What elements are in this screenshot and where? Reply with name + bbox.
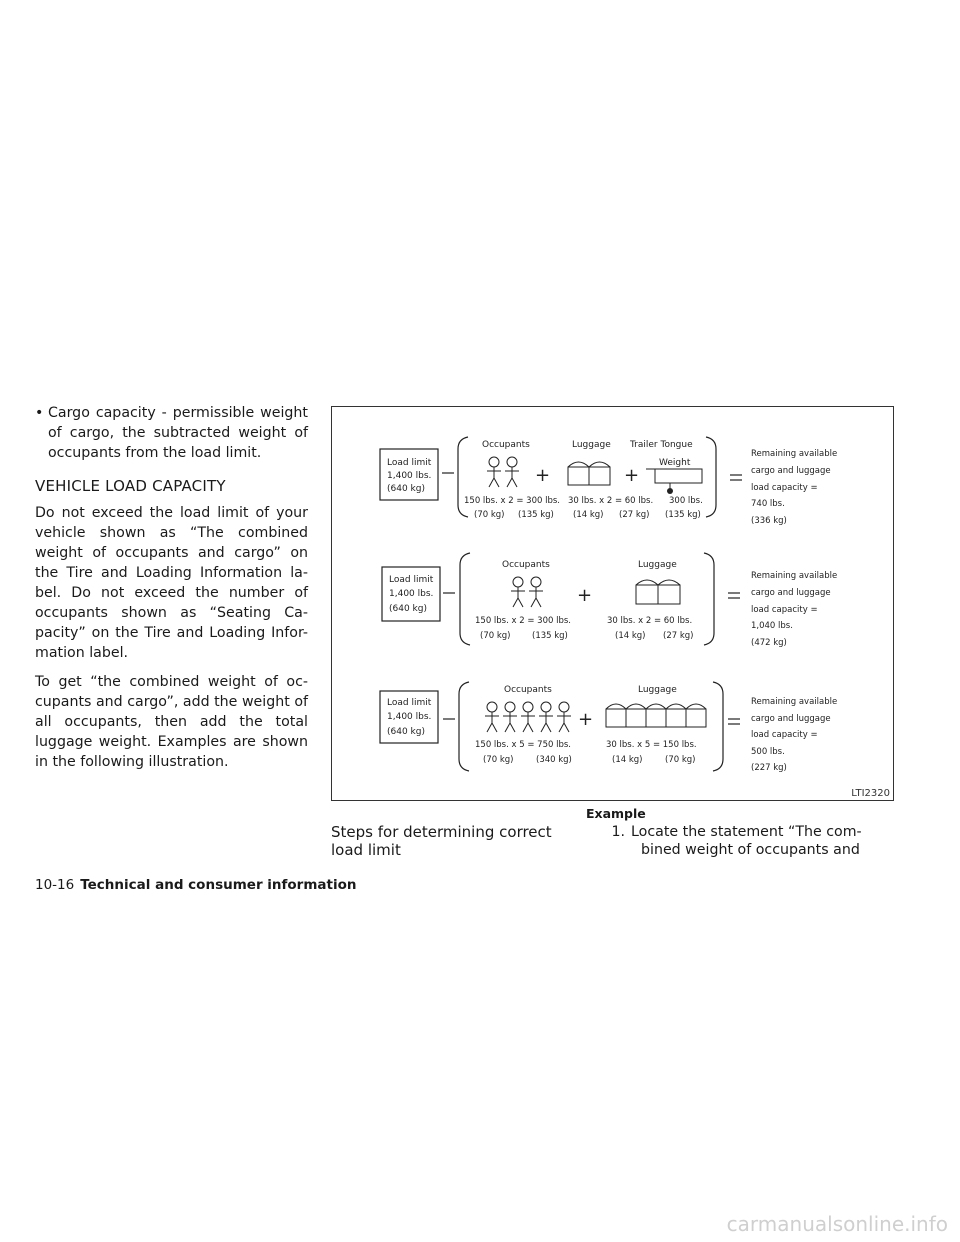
- load-limit-lbs: 1,400 lbs.: [387, 471, 432, 481]
- occupants-label: Occupants: [482, 440, 530, 450]
- person-icon: [557, 702, 571, 732]
- person-icon: [487, 457, 501, 487]
- occupants-kg: (70 kg): [474, 510, 505, 520]
- luggage-kg: (14 kg): [612, 755, 643, 765]
- result-line: Remaining available: [751, 697, 838, 707]
- luggage-calc: 30 lbs. x 5 = 150 lbs.: [606, 740, 697, 750]
- luggage-icon: [606, 704, 706, 727]
- bullet-mark: •: [35, 405, 44, 421]
- load-limit-kg: (640 kg): [387, 727, 425, 737]
- result-line: load capacity =: [751, 605, 818, 615]
- occupants-calc: 150 lbs. x 5 = 750 lbs.: [475, 740, 571, 750]
- example-row-1: [380, 437, 837, 526]
- result-kg: (472 kg): [751, 638, 787, 648]
- result-lbs: 500 lbs.: [751, 747, 785, 757]
- result-line: Remaining available: [751, 449, 838, 459]
- person-icon: [485, 702, 499, 732]
- plus-sign: +: [577, 585, 593, 606]
- luggage-kg-total: (27 kg): [619, 510, 650, 520]
- load-example-figure: [331, 406, 894, 801]
- steps-subheading: Steps for determining correct load limit: [331, 823, 552, 859]
- result-kg: (227 kg): [751, 763, 787, 773]
- load-limit-kg: (640 kg): [387, 484, 425, 494]
- occupants-label: Occupants: [502, 560, 550, 570]
- person-icon: [505, 457, 519, 487]
- luggage-icon: [568, 462, 610, 485]
- occupants-kg-total: (135 kg): [532, 631, 568, 641]
- open-bracket: [460, 553, 470, 645]
- figure-code: LTI2320: [851, 788, 890, 799]
- luggage-label: Luggage: [638, 685, 677, 695]
- close-bracket: [704, 553, 714, 645]
- trailer-weight-label: Weight: [659, 458, 691, 468]
- hitch-ball-icon: [667, 488, 673, 494]
- result-line: cargo and luggage: [751, 588, 831, 598]
- luggage-kg-total: (27 kg): [663, 631, 694, 641]
- load-limit-kg: (640 kg): [389, 604, 427, 614]
- occupants-kg-total: (340 kg): [536, 755, 572, 765]
- result-kg: (336 kg): [751, 516, 787, 526]
- step-line-1: Locate the statement “The com-: [631, 824, 862, 840]
- luggage-calc: 30 lbs. x 2 = 60 lbs.: [568, 496, 654, 506]
- result-lbs: 740 lbs.: [751, 499, 785, 509]
- person-icon: [529, 577, 543, 607]
- paragraph-combined-weight: To get “the combined weight of oc-cupants and cargo”, add the weight of all occupants, then add the total luggage weight. Examples are shown in the following illustration.: [35, 674, 308, 770]
- trailer-calc: 300 lbs.: [669, 496, 703, 506]
- left-column: [35, 403, 308, 781]
- chapter-title: Technical and consumer information: [80, 877, 357, 893]
- example-row-2: [382, 553, 837, 648]
- person-icon: [511, 577, 525, 607]
- watermark: carmanualsonline.info: [726, 1212, 948, 1236]
- load-limit-lbs: 1,400 lbs.: [389, 589, 434, 599]
- bullet-text: Cargo capacity - permissible weight of cargo, the subtracted weight of occupants from the load limit.: [48, 405, 308, 461]
- person-icon: [521, 702, 535, 732]
- page-number: 10-16: [35, 877, 75, 893]
- result-lbs: 1,040 lbs.: [751, 621, 793, 631]
- result-line: load capacity =: [751, 483, 818, 493]
- step-1: [603, 823, 895, 859]
- luggage-kg: (14 kg): [615, 631, 646, 641]
- luggage-kg-total: (70 kg): [665, 755, 696, 765]
- result-line: Remaining available: [751, 571, 838, 581]
- occupants-calc: 150 lbs. x 2 = 300 lbs.: [475, 616, 571, 626]
- trailer-kg: (135 kg): [665, 510, 701, 520]
- occupants-label: Occupants: [504, 685, 552, 695]
- page-footer: [35, 877, 356, 893]
- luggage-calc: 30 lbs. x 2 = 60 lbs.: [607, 616, 693, 626]
- load-diagram: [332, 407, 893, 800]
- load-limit-lbs: 1,400 lbs.: [387, 712, 432, 722]
- plus-sign: +: [535, 465, 551, 486]
- luggage-icon: [636, 580, 680, 604]
- step-line-2: bined weight of occupants and: [641, 842, 860, 858]
- occupants-kg: (70 kg): [480, 631, 511, 641]
- close-bracket: [713, 682, 723, 771]
- load-limit-label: Load limit: [389, 575, 434, 585]
- cargo-capacity-bullet: [35, 403, 308, 463]
- trailer-tongue-icon: [646, 469, 702, 489]
- luggage-kg: (14 kg): [573, 510, 604, 520]
- luggage-label: Luggage: [572, 440, 611, 450]
- occupants-kg-total: (135 kg): [518, 510, 554, 520]
- load-limit-label: Load limit: [387, 458, 432, 468]
- person-icon: [503, 702, 517, 732]
- load-limit-label: Load limit: [387, 698, 432, 708]
- close-bracket: [706, 437, 716, 517]
- person-icon: [539, 702, 553, 732]
- occupants-calc: 150 lbs. x 2 = 300 lbs.: [464, 496, 560, 506]
- plus-sign: +: [624, 465, 640, 486]
- occupants-kg: (70 kg): [483, 755, 514, 765]
- result-line: cargo and luggage: [751, 714, 831, 724]
- result-line: load capacity =: [751, 730, 818, 740]
- example-row-3: [380, 682, 837, 773]
- luggage-label: Luggage: [638, 560, 677, 570]
- paragraph-load-limit: Do not exceed the load limit of your vehicle shown as “The combined weight of occupants and cargo” on the Tire and Loading Information la-bel. Do not exceed the number of occupants shown as “Seating Ca-pacity” on the Tire and Loading Infor-mation label.: [35, 505, 308, 661]
- trailer-label: Trailer Tongue: [630, 440, 693, 450]
- result-line: cargo and luggage: [751, 466, 831, 476]
- open-bracket: [459, 682, 469, 771]
- section-title: VEHICLE LOAD CAPACITY: [35, 477, 226, 495]
- plus-sign: +: [578, 709, 594, 730]
- figure-caption: Example: [586, 806, 646, 821]
- step-number: 1.: [611, 824, 625, 840]
